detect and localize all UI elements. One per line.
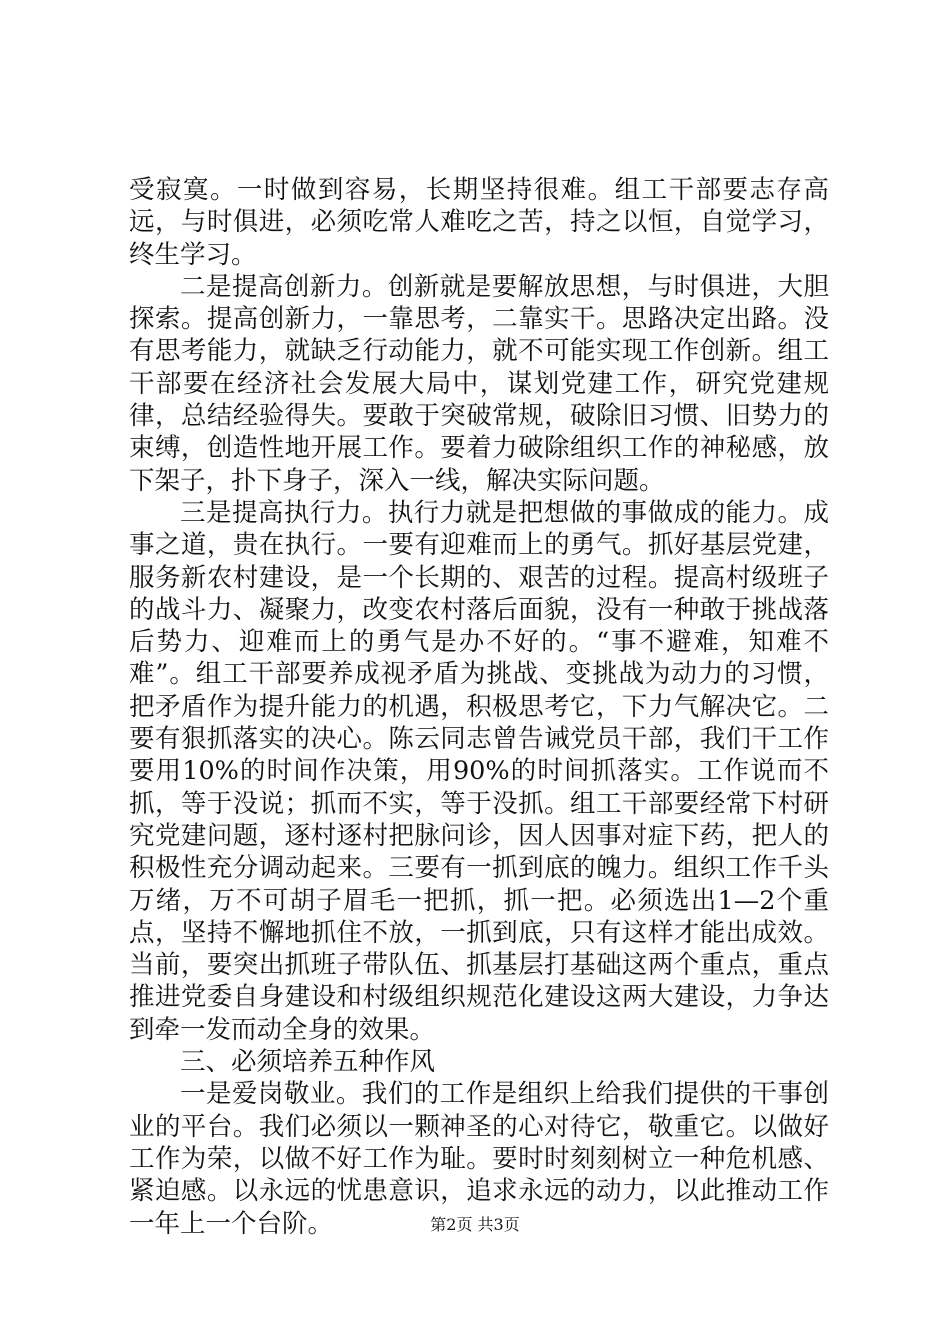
paragraph-dedication: 一是爱岗敬业。我们的工作是组织上给我们提供的干事创业的平台。我们必须以一颗神圣的心对待它，敬重它。以做好工作为荣，以做不好工作为耻。要时时刻刻树立一种危机感、紧迫感。以永远的忧患意识，追求永远的动力，以此推动工作一年上一个台阶。 [129,1079,829,1239]
page-footer [0,1215,950,1235]
section-heading: 三、必须培养五种作风 [180,1047,436,1078]
paragraph-continuation: 受寂寞。一时做到容易，长期坚持很难。组工干部要志存高远，与时俱进，必须吃常人难吃之苦，持之以恒，自觉学习，终生学习。 [129,175,829,270]
paragraph-innovation: 二是提高创新力。创新就是要解放思想，与时俱进，大胆探索。提高创新力，一靠思考，二靠实干。思路决定出路。没有思考能力，就缺乏行动能力，就不可能实现工作创新。组工干部要在经济社会发展大局中，谋划党建工作，研究党建规律，总结经验得失。要敢于突破常规，破除旧习惯、旧势力的束缚，创造性地开展工作。要着力破除组织工作的神秘感，放下架子，扑下身子，深入一线，解决实际问题。 [129,271,829,496]
paragraph-execution: 三是提高执行力。执行力就是把想做的事做成的能力。成事之道，贵在执行。一要有迎难而上的勇气。抓好基层党建，服务新农村建设，是一个长期的、艰苦的过程。提高村级班子的战斗力、凝聚力，改变农村落后面貌，没有一种敢于挑战落后势力、迎难而上的勇气是办不好的。“事不避难，知难不难”。组工干部要养成视矛盾为挑战、变挑战为动力的习惯，把矛盾作为提升能力的机遇，积极思考它，下力气解决它。二要有狠抓落实的决心。陈云同志曾告诫党员干部，我们干工作要用10%的时间作决策，用90%的时间抓落实。工作说而不抓，等于没说；抓而不实，等于没抓。组工干部要经常下村研究党建问题，逐村逐村把脉问诊，因人因事对症下药，把人的积极性充分调动起来。三要有一抓到底的魄力。组织工作千头万绪，万不可胡子眉毛一把抓，抓一把。必须选出1—2个重点，坚持不懈地抓住不放，一抓到底，只有这样才能出成效。当前，要突出抓班子带队伍、抓基层打基础这两个重点，重点推进党委自身建设和村级组织规范化建设这两大建设，力争达到牵一发而动全身的效果。 [129,497,829,1045]
document-body [129,174,829,1240]
page-number-label: 第2页 共3页 [430,1215,520,1234]
